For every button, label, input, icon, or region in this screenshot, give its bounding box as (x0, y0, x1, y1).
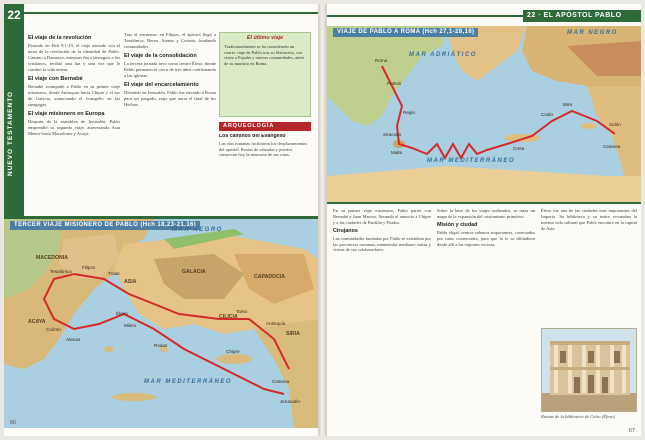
journey-to-rome-map (327, 26, 641, 204)
sidebar-box-title: El último viaje (246, 35, 284, 41)
photo-caption: Ruinas de la biblioteca de Celso (Éfeso) (541, 414, 615, 419)
region-label: SIRIA (286, 331, 300, 337)
city-label: Cesarea (272, 379, 290, 384)
map-illustration (327, 26, 641, 204)
city-label: Éfeso (116, 311, 128, 316)
text-column-a (333, 208, 431, 423)
section-paragraph: Sobre la base de los viajes realizados, se traza un mapa de la expansión del cristianismo primitivo. (437, 208, 535, 219)
city-label: Troas (108, 271, 120, 276)
city-label: Sidón (609, 122, 621, 127)
city-label: Atenas (66, 337, 81, 342)
city-label: Chipre (226, 349, 240, 354)
sea-label: MAR NEGRO (567, 30, 618, 36)
third-journey-map (4, 216, 318, 428)
archaeology-heading: Los caminos del Evangelio (219, 134, 286, 139)
sea-label: MAR MEDITERRÁNEO (427, 158, 515, 164)
page-number: 66 (10, 420, 17, 426)
city-label: Roma (375, 58, 388, 63)
sidebar-box-text: Tradicionalmente se ha considerado un cuarto viaje de Pablo tras su liberación, con visita a España y nuevas comunidades, antes de su martirio en Roma. (224, 43, 305, 67)
section-side-label: NUEVO TESTAMENTO (7, 90, 14, 176)
city-label: Jerusalén (280, 399, 300, 404)
map-title: TERCER VIAJE MISIONERO DE PABLO (Hch 18,23-21,16) (10, 221, 200, 230)
section-paragraph: En su primer viaje misionero, Pablo partió con Bernabé y Juan Marcos, llevando el anuncio a Chipre y a las ciudades de Panfilia y Pisidia. (333, 208, 431, 225)
section-paragraph: Detenido en Jerusalén, Pablo fue enviado a Roma para ser juzgado, viaje que narra el final de los Hechos. (124, 90, 216, 107)
text-column-a (28, 32, 120, 212)
top-rule (24, 12, 318, 14)
city-label: Rodas (154, 343, 168, 348)
top-rule (327, 15, 523, 17)
sidebar-box (219, 32, 311, 117)
section-paragraph: La tercera jornada tuvo como centro Éfeso, donde Pablo permaneció cerca de tres años confirmando a las iglesias. (124, 61, 216, 78)
section-paragraph: Las comunidades fundadas por Pablo se extendían por las provincias romanas, mantenidas mediante cartas y visitas de sus colaboradores. (333, 235, 431, 253)
archaeology-label: ARQUEOLOGÍA (219, 122, 311, 131)
section-heading: El viaje misionero en Europa (28, 111, 105, 117)
region-label: CILICIA (219, 314, 238, 320)
chapter-number-box: 22 (4, 4, 24, 26)
section-paragraph: Éfeso fue una de las ciudades más importantes del Imperio. Su biblioteca y su teatro recuerdan la intensa vida cultural que Pablo encontró en la capital de Asia. (541, 208, 637, 231)
region-label: ACAYA (28, 319, 46, 325)
section-paragraph: Tras el encuentro en Filipos, el apóstol llegó a Tesalónica, Berea, Atenas y Corinto, fundando comunidades. (124, 32, 216, 49)
region-label: ASIA (124, 279, 137, 285)
city-label: Siracusa (383, 132, 401, 137)
section-heading: Cirujanos (333, 227, 358, 234)
section-paragraph: Bernabé acompañó a Pablo en su primer viaje misionero, desde Antioquía hacia Chipre y el sur de Galacia, anunciando el evangelio en las sinagogas. (28, 84, 120, 107)
city-label: Antioquía (266, 321, 286, 326)
text-column-c (541, 208, 637, 326)
section-heading: Misión y ciudad (437, 221, 478, 228)
region-label: GALACIA (182, 269, 206, 275)
sea-label: MAR ADRIÁTICO (409, 52, 477, 58)
left-page (4, 4, 318, 436)
city-label: Malta (391, 150, 403, 155)
section-heading: El viaje de la revolución (28, 35, 92, 41)
sea-label: MAR MEDITERRÁNEO (144, 379, 232, 385)
region-label: MACEDONIA (36, 255, 68, 261)
section-heading: El viaje de la consolidación (124, 53, 197, 59)
city-label: Regio (403, 110, 416, 115)
city-label: Mira (563, 102, 572, 107)
photo-illustration (542, 329, 637, 412)
text-column-b (437, 208, 535, 423)
city-label: Mileto (124, 323, 137, 328)
section-heading: El viaje del encarcelamiento (124, 82, 199, 88)
sea-label: MAR NEGRO (172, 227, 223, 233)
archaeology-paragraph: Las vías romanas facilitaron los desplazamientos del apóstol. Restos de calzadas y puertos conservan hoy la memoria de sus rutas. (219, 140, 308, 158)
text-column-b (124, 32, 216, 182)
side-band (4, 26, 24, 216)
city-label: Cesarea (603, 144, 621, 149)
city-label: Cnido (541, 112, 554, 117)
section-paragraph: Pablo eligió centros urbanos importantes, conectados por rutas comerciales, para que la fe se difundiera desde allí a las regiones vecinas. (437, 229, 535, 247)
ephesus-library-photo (541, 328, 637, 412)
book-gutter (318, 4, 327, 436)
archaeology-text-block (219, 134, 311, 214)
page-number: 67 (628, 428, 635, 434)
chapter-title: 22 · EL APÓSTOL PABLO (523, 10, 641, 22)
region-label: CAPADOCIA (254, 274, 286, 280)
city-label: Filipos (82, 265, 96, 270)
section-heading: El viaje con Bernabé (28, 76, 83, 82)
map-title: VIAJE DE PABLO A ROMA (Hch 27,1-28,16) (333, 28, 478, 37)
right-page (327, 4, 641, 436)
city-label: Tesalónica (50, 269, 72, 274)
city-label: Corinto (46, 327, 61, 332)
city-label: Creta (513, 146, 525, 151)
section-paragraph: Después de la asamblea de Jerusalén, Pablo emprendió su segundo viaje, atravesando Asia Menor hasta Macedonia y Acaya. (28, 119, 120, 136)
city-label: Puteoli (387, 81, 402, 86)
city-label: Tarso (236, 309, 248, 314)
section-paragraph: Pasando en Hch 9,1-19, el viaje narrado con el tema de la revelación de la identidad de Pablo. Camino a Damasco, mientras iba a perseguir a los cristianos, recibió una luz y una voz que le cambió la vida entera. (28, 43, 120, 72)
